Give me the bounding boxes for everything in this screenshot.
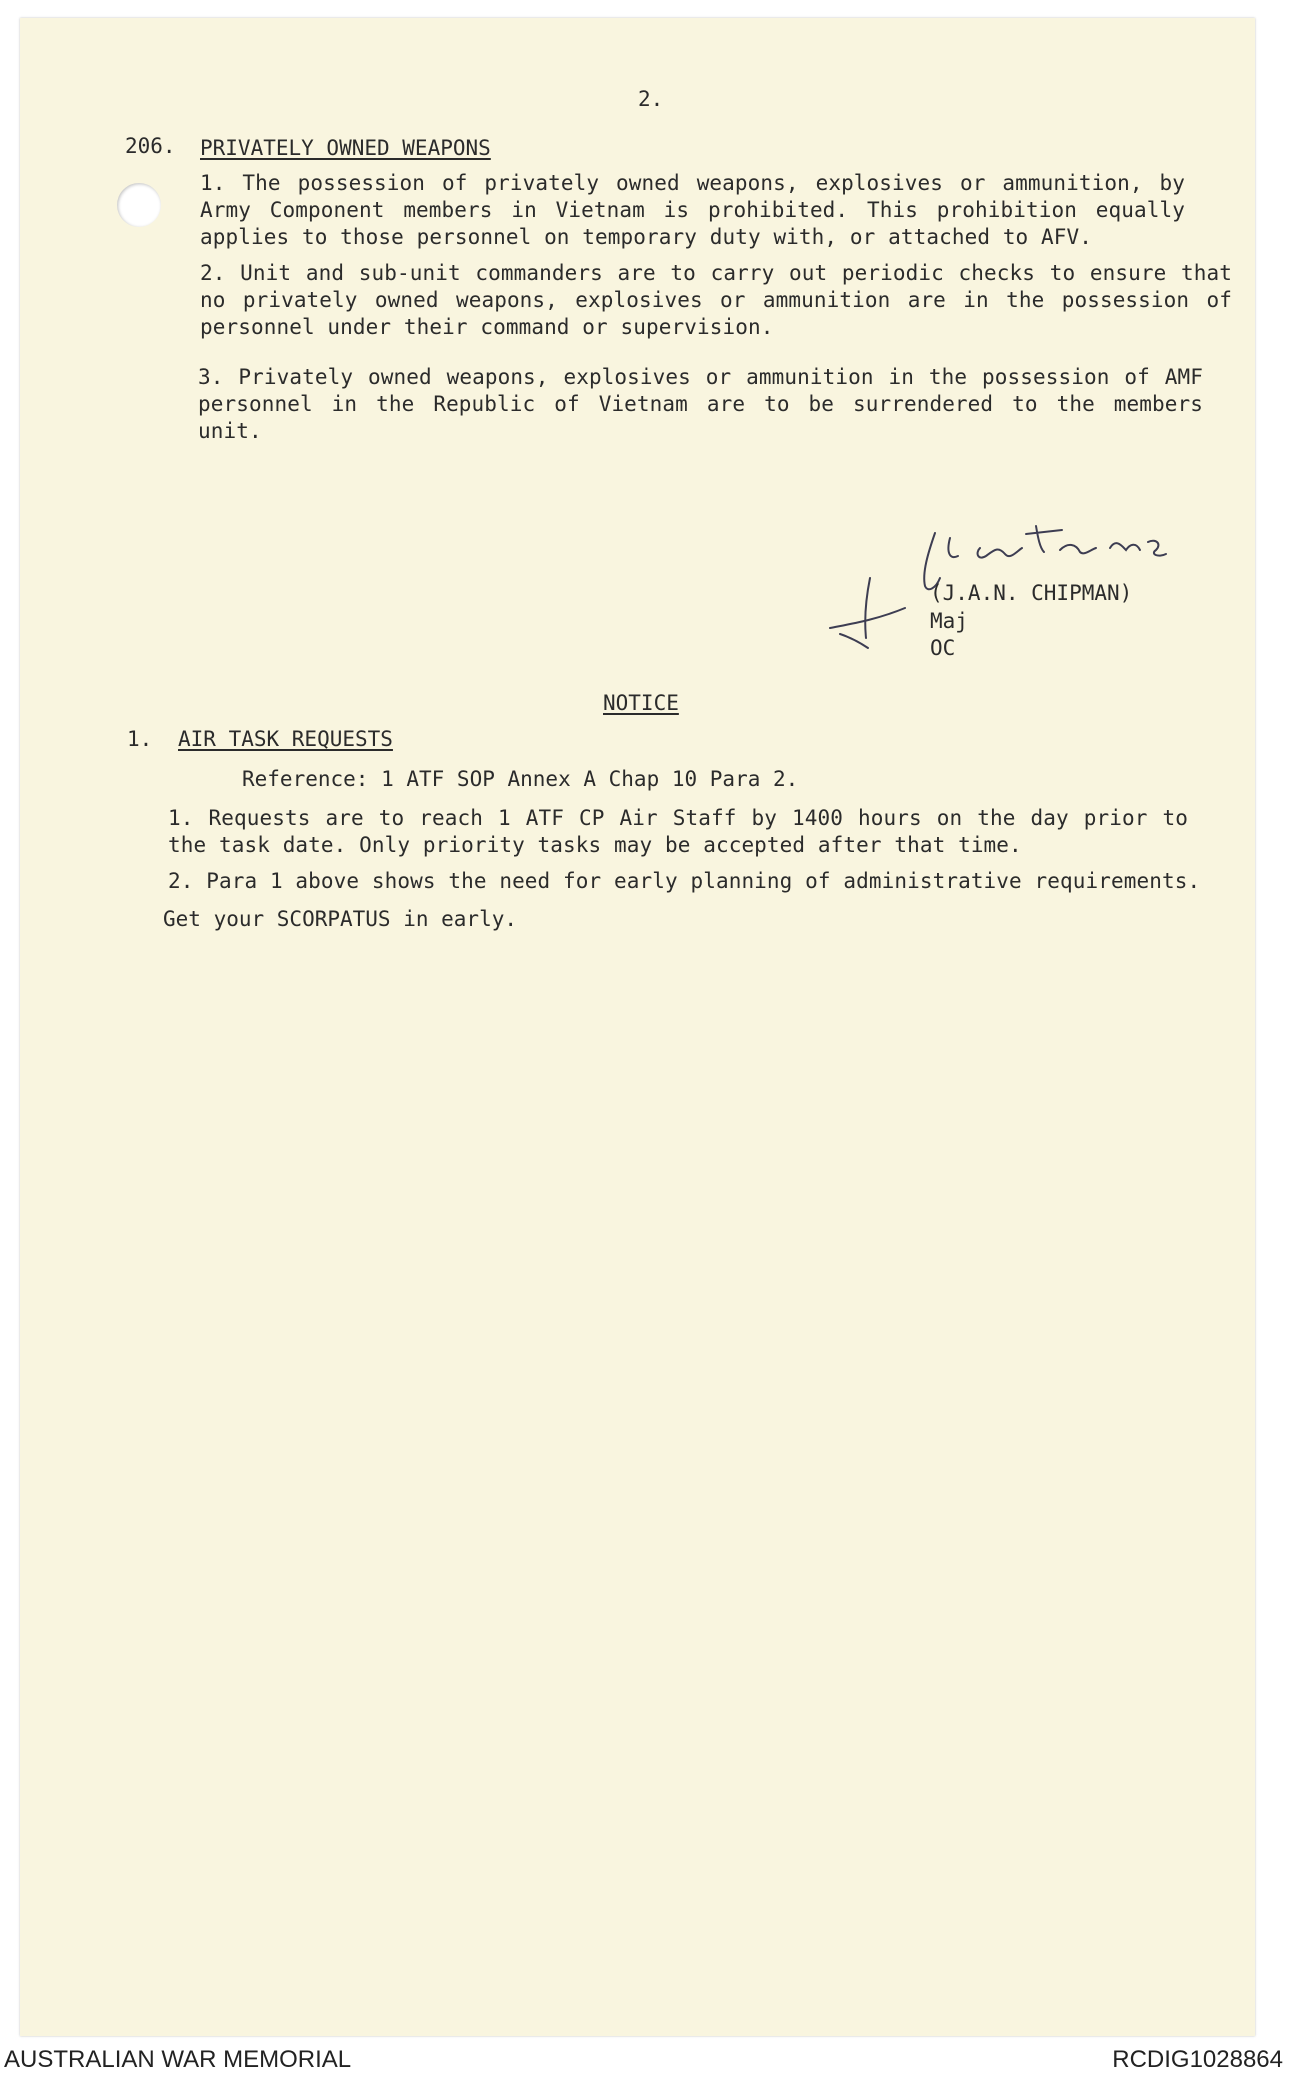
section-heading: PRIVATELY OWNED WEAPONS [200,136,491,160]
notice-paragraph-2: 2. Para 1 above shows the need for early planning of administrative requirements. [168,869,1201,893]
punch-hole [117,183,161,227]
archive-footer [0,2046,1291,2081]
footer-record-id: RCDIG1028864 [1112,2046,1283,2073]
handwritten-signature [800,498,1240,658]
signatory-rank: Maj [930,609,968,633]
section-paragraph-1: 1. The possession of privately owned weapons, explosives or ammunition, by Army Component members in Vietnam is prohibited. This prohibition equally applies to those personnel on temporary duty with, or attached to AFV. [200,171,1185,249]
notice-closing: Get your SCORPATUS in early. [163,907,518,931]
notice-item-heading: AIR TASK REQUESTS [178,727,393,751]
section-paragraph-2: 2. Unit and sub-unit commanders are to carry out periodic checks to ensure that no privately owned weapons, explosives or ammunition are in the possession of personnel under their command or supervision. [200,261,1232,339]
section-paragraph-3: 3. Privately owned weapons, explosives or ammunition in the possession of AMF personnel in the Republic of Vietnam are to be surrendered to the members unit. [198,365,1203,443]
document-page [20,18,1255,2036]
section-number: 206. [125,134,176,158]
notice-item-number: 1. [127,727,153,751]
signatory-name: (J.A.N. CHIPMAN) [930,581,1133,605]
signatory-appointment: OC [930,636,956,660]
notice-reference: Reference: 1 ATF SOP Annex A Chap 10 Para 2. [242,767,799,791]
footer-institution: AUSTRALIAN WAR MEMORIAL [4,2046,352,2073]
notice-paragraph-1: 1. Requests are to reach 1 ATF CP Air Staff by 1400 hours on the day prior to the task date. Only priority tasks may be accepted after that time. [168,806,1188,857]
page-number: 2. [638,87,664,111]
notice-title: NOTICE [603,691,679,715]
